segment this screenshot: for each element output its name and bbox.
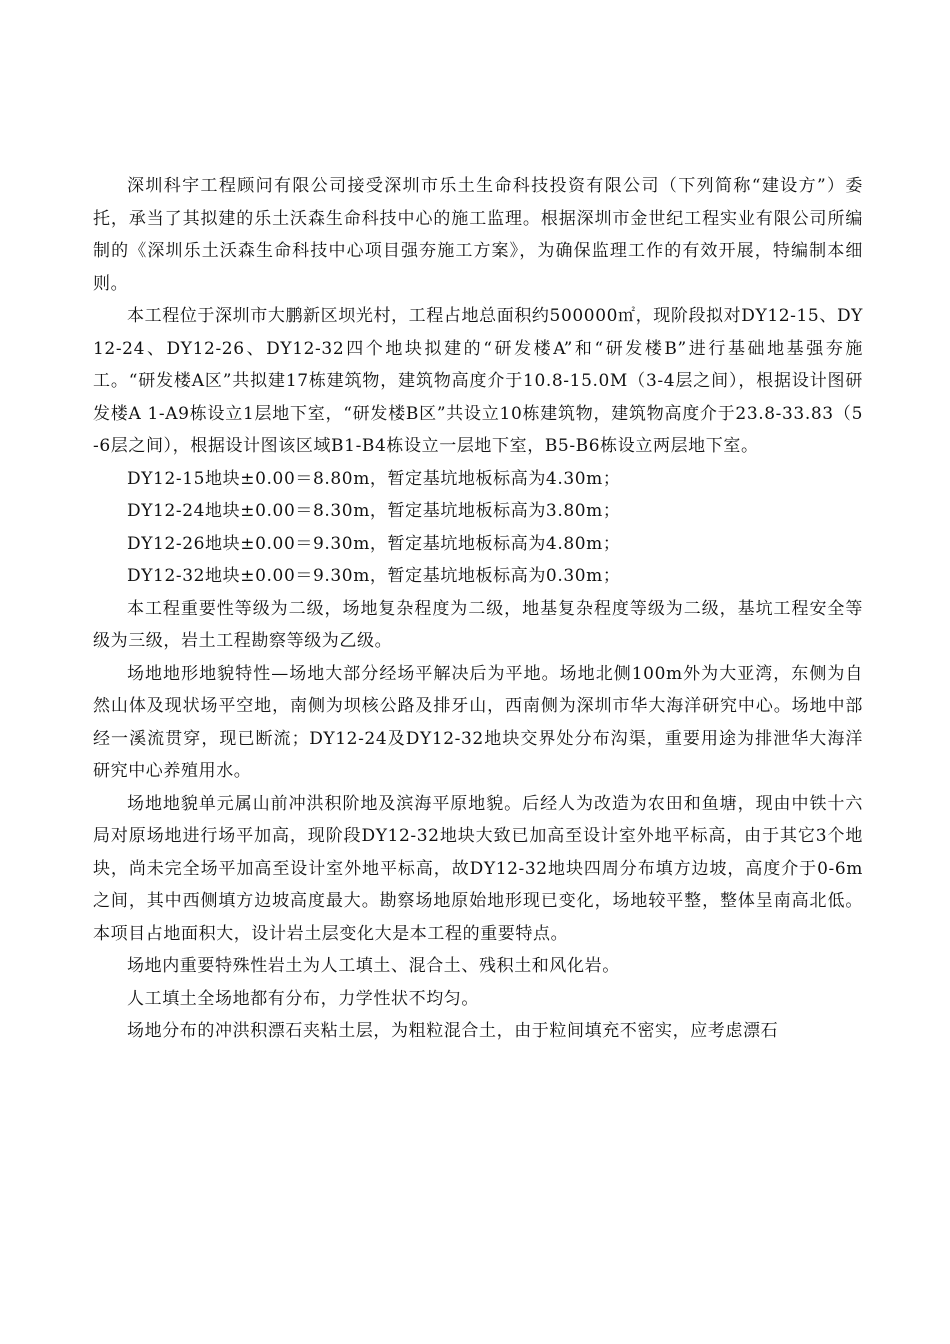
paragraph-elevation-dy12-32: DY12-32地块±0.00＝9.30m，暂定基坑地板标高为0.30m； [127, 566, 621, 586]
paragraph-artificial-fill: 人工填土全场地都有分布，力学性状不均匀。 [127, 988, 479, 1009]
paragraph-elevation-dy12-24: DY12-24地块±0.00＝8.30m，暂定基坑地板标高为3.80m； [127, 501, 621, 521]
paragraph-special-soils: 场地内重要特殊性岩土为人工填土、混合土、残积土和风化岩。 [127, 956, 620, 976]
paragraph-grade-levels: 本工程重要性等级为二级，场地复杂程度为二级，地基复杂程度等级为二级，基坑工程安全等级为三级，岩土工程勘察等级为乙级。 [93, 598, 863, 651]
document-body [93, 170, 863, 1048]
paragraph-elevation-dy12-15: DY12-15地块±0.00＝8.80m，暂定基坑地板标高为4.30m； [127, 468, 621, 489]
paragraph-intro: 深圳科宇工程顾问有限公司接受深圳市乐土生命科技投资有限公司（下列简称“建设方”）委托，承当了其拟建的乐土沃森生命科技中心的施工监理。根据深圳市金世纪工程实业有限公司所编制的《深圳乐土沃森生命科技中心项目强夯施工方案》，为确保监理工作的有效开展，特编制本细则。 [93, 176, 863, 294]
paragraph-elevation-dy12-26: DY12-26地块±0.00＝9.30m，暂定基坑地板标高为4.80m； [127, 533, 621, 554]
paragraph-landform: 场地地貌单元属山前冲洪积阶地及滨海平原地貌。后经人为改造为农田和鱼塘，现由中铁十六局对原场地进行场平加高，现阶段DY12-32地块大致已加高至设计室外地平标高，由于其它3个地块，尚未完全场平加高至设计室外地平标高，故DY12-32地块四周分布填方边坡，高度介于0-6m之间，其中西侧填方边坡高度最大。勘察场地原始地形现已变化，场地较平整，整体呈南高北低。本项目占地面积大，设计岩土层变化大是本工程的重要特点。 [93, 793, 863, 944]
paragraph-boulder-clay: 场地分布的冲洪积漂石夹粘土层，为粗粒混合土，由于粒间填充不密实，应考虑漂石 [127, 1021, 779, 1041]
paragraph-terrain: 场地地形地貌特性—场地大部分经场平解决后为平地。场地北侧100m外为大亚湾，东侧为自然山体及现状场平空地，南侧为坝核公路及排牙山，西南侧为深圳市华大海洋研究中心。场地中部经一溪流贯穿，现已断流；DY12-24及DY12-32地块交界处分布沟渠，重要用途为排泄华大海洋研究中心养殖用水。 [93, 663, 863, 781]
paragraph-project-overview: 本工程位于深圳市大鹏新区坝光村，工程占地总面积约500000㎡，现阶段拟对DY12-15、DY12-24、DY12-26、DY12-32四个地块拟建的“研发楼A”和“研发楼B”进行基础地基强夯施工。“研发楼A区”共拟建17栋建筑物，建筑物高度介于10.8-15.0M（3-4层之间），根据设计图研发楼A 1-A9栋设立1层地下室，“研发楼B区”共设立10栋建筑物，建筑物高度介于23.8-33.83（5-6层之间），根据设计图该区域B1-B4栋设立一层地下室，B5-B6栋设立两层地下室。 [93, 306, 863, 456]
